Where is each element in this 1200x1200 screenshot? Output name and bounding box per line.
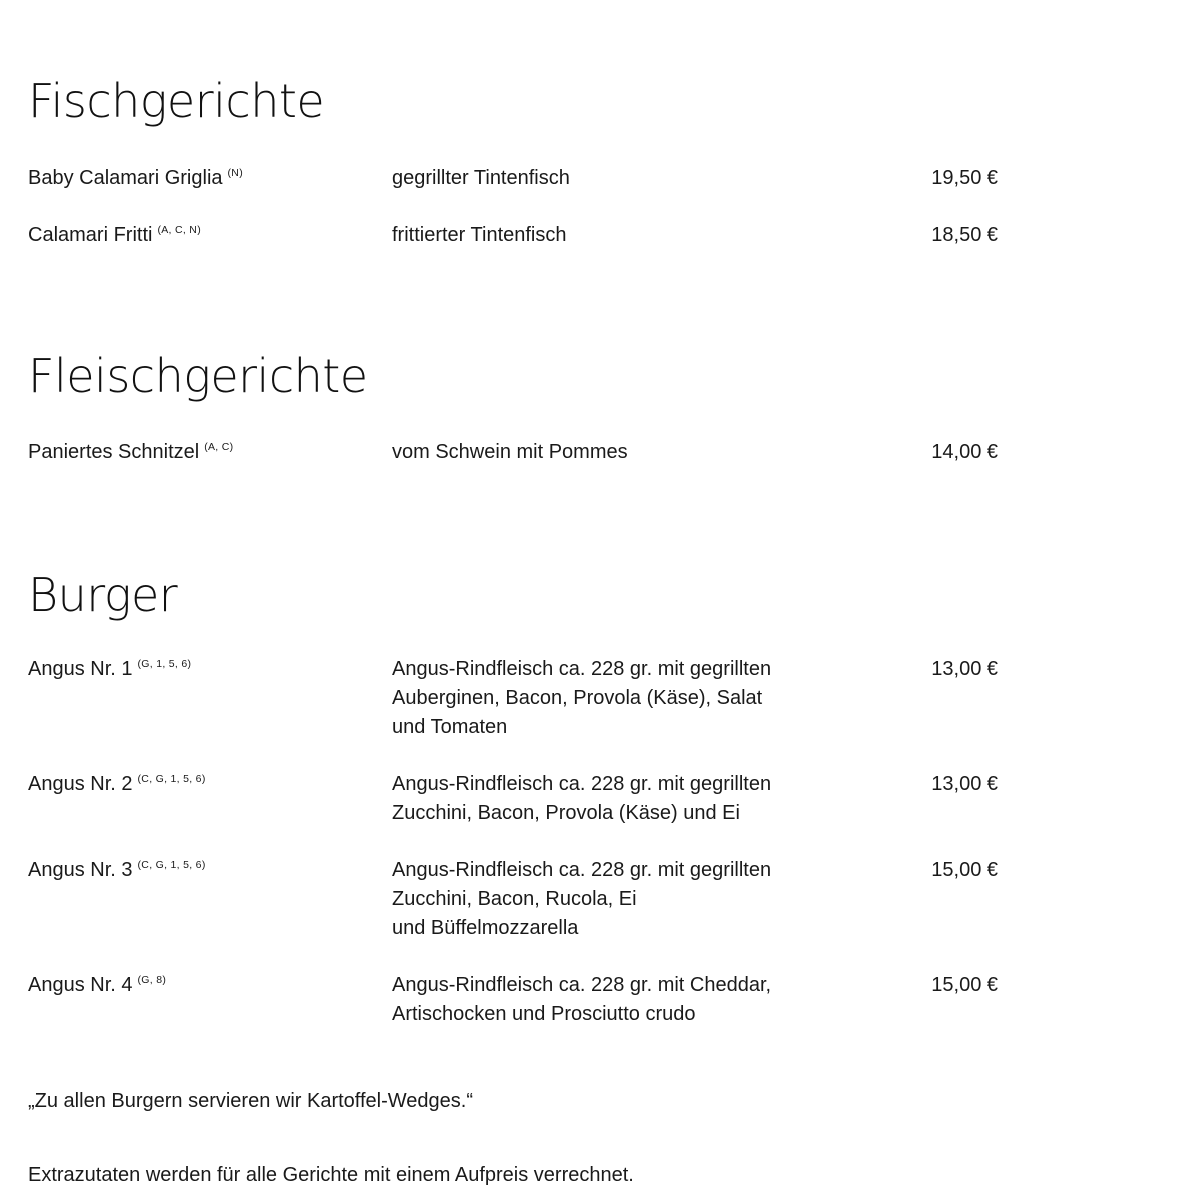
section-heading-burger: Burger: [28, 568, 178, 622]
dish-price: 15,00 €: [931, 859, 998, 881]
allergen-codes: (A, C): [204, 441, 234, 453]
section-heading-fleischgerichte: Fleischgerichte: [28, 349, 368, 403]
extras-note: Extrazutaten werden für alle Gerichte mit einem Aufpreis verrechnet.: [28, 1164, 634, 1186]
dish-description: Angus-Rindfleisch ca. 228 gr. mit Cheddar, Artischocken und Prosciutto crudo: [392, 974, 772, 1025]
dish-name: Angus Nr. 3 $^{(C, G, 1, 5, 6)}$: [28, 859, 206, 881]
dish-description: Angus-Rindfleisch ca. 228 gr. mit gegrillten Auberginen, Bacon, Provola (Käse), Salat und Tomaten: [392, 658, 772, 738]
allergen-codes: (C, G, 1, 5, 6): [137, 859, 206, 871]
allergen-codes: (A, C, N): [157, 224, 201, 236]
allergen-codes: (G, 1, 5, 6): [137, 658, 192, 670]
dish-price: 19,50 €: [931, 167, 998, 189]
dish-description: frittierter Tintenfisch: [392, 224, 567, 246]
dish-description: gegrillter Tintenfisch: [392, 167, 570, 189]
dish-price: 15,00 €: [931, 974, 998, 996]
dish-price: 13,00 €: [931, 773, 998, 795]
dish-name: Angus Nr. 2 $^{(C, G, 1, 5, 6)}$: [28, 773, 206, 795]
dish-name: Calamari Fritti $^{(A, C, N)}$: [28, 224, 201, 246]
dish-description: Angus-Rindfleisch ca. 228 gr. mit gegrillten Zucchini, Bacon, Rucola, Ei und Büffelmozzarella: [392, 859, 772, 939]
dish-name: Angus Nr. 4 $^{(G, 8)}$: [28, 974, 167, 996]
dish-price: 18,50 €: [931, 224, 998, 246]
section-heading-fischgerichte: Fischgerichte: [28, 74, 325, 128]
dish-name: Paniertes Schnitzel $^{(A, C)}$: [28, 441, 234, 463]
dish-description: vom Schwein mit Pommes: [392, 441, 628, 463]
dish-name: Angus Nr. 1 $^{(G, 1, 5, 6)}$: [28, 658, 192, 680]
allergen-codes: (G, 8): [137, 974, 167, 986]
dish-price: 13,00 €: [931, 658, 998, 680]
dish-price: 14,00 €: [931, 441, 998, 463]
allergen-codes: (C, G, 1, 5, 6): [137, 773, 206, 785]
wedges-note: „Zu allen Burgern servieren wir Kartoffel-Wedges.“: [28, 1090, 473, 1112]
allergen-codes: (N): [227, 167, 243, 179]
dish-name: Baby Calamari Griglia $^{(N)}$: [28, 167, 243, 189]
dish-description: Angus-Rindfleisch ca. 228 gr. mit gegrillten Zucchini, Bacon, Provola (Käse) und Ei: [392, 773, 772, 824]
